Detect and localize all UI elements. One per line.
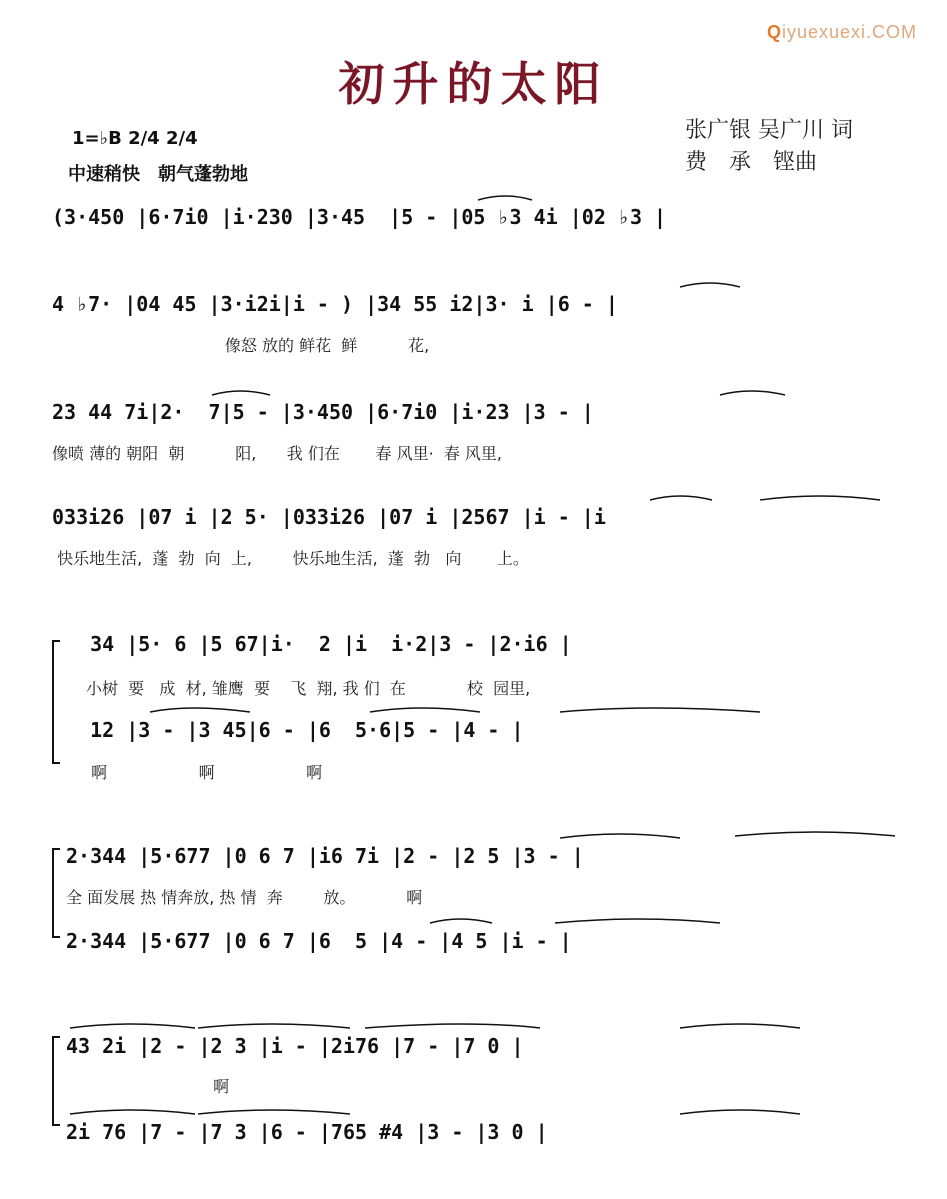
slur — [720, 391, 785, 395]
watermark-lead: Q — [766, 22, 782, 42]
slur — [365, 1024, 540, 1028]
slur — [555, 919, 720, 923]
composer-credit: 费 承 铿曲 — [685, 150, 818, 175]
notation-line-2: 4 ♭7· |04 45 |3·i2i|i - ) |34 55 i2|3· i |6 - | — [52, 292, 618, 316]
notation-line-4: 033i26 |07 i |2 5· |033i26 |07 i |2567 |i - |i — [52, 505, 606, 529]
notation-line-6-upper: 2·344 |5·677 |0 6 7 |i6 7i |2 - |2 5 |3 - | — [66, 844, 584, 868]
slur — [150, 708, 250, 712]
slur — [370, 708, 480, 712]
lyric-line-5-lower: 啊 啊 啊 — [86, 763, 323, 782]
notation-line-6-lower: 2·344 |5·677 |0 6 7 |6 5 |4 - |4 5 |i - | — [66, 929, 572, 953]
lyric-line-2: 像怒 放的 鲜花 鲜 花, — [52, 336, 430, 355]
notation-line-5-upper: 34 |5· 6 |5 67|i· 2 |i i·2|3 - |2·i6 | — [66, 632, 572, 656]
notation-line-7-upper: 43 2i |2 - |2 3 |i - |2i76 |7 - |7 0 | — [66, 1034, 524, 1058]
notation-line-7-lower: 2i 76 |7 - |7 3 |6 - |765 #4 |3 - |3 0 | — [66, 1120, 548, 1144]
slur — [430, 919, 492, 923]
song-title: 初升的太阳 — [338, 57, 609, 111]
slur — [735, 832, 895, 836]
lyric-line-4: 快乐地生活, 蓬 勃 向 上, 快乐地生活, 蓬 勃 向 上。 — [52, 549, 529, 568]
slur — [560, 708, 760, 712]
slur — [478, 196, 532, 200]
slur — [680, 1110, 800, 1114]
slur — [680, 1024, 800, 1028]
slur — [650, 496, 712, 500]
tempo-marking: 中速稍快 朝气蓬勃地 — [68, 164, 248, 185]
slur — [560, 834, 680, 838]
slur — [198, 1024, 350, 1028]
slur — [198, 1110, 350, 1114]
key-signature: 1=♭B 2/4 2/4 — [72, 128, 198, 149]
watermark-text: iyuexuexi.COM — [781, 22, 917, 42]
notation-line-5-lower: 12 |3 - |3 45|6 - |6 5·6|5 - |4 - | — [66, 718, 524, 742]
lyricist-credit: 张广银 吴广川 词 — [685, 118, 853, 143]
notation-line-3: 23 44 7i|2· 7|5 - |3·450 |6·7i0 |i·23 |3 - | — [52, 400, 594, 424]
slur — [760, 496, 880, 500]
slur — [212, 391, 270, 395]
slur — [70, 1110, 195, 1114]
lyric-line-3: 像喷 薄的 朝阳 朝 阳, 我 们在 春 风里· 春 风里, — [52, 444, 503, 463]
lyric-line-5-upper: 小树 要 成 材, 雏鹰 要 飞 翔, 我 们 在 校 园里, — [86, 679, 531, 698]
notation-line-1: (3·450 |6·7i0 |i·230 |3·45 |5 - |05 ♭3 4i |02 ♭3 | — [52, 205, 667, 229]
lyric-line-6-upper: 全 面发展 热 情奔放, 热 情 奔 放。 啊 — [66, 888, 423, 907]
lyric-line-7-upper: 啊 — [86, 1077, 230, 1096]
slur — [70, 1024, 195, 1028]
slur — [680, 283, 740, 287]
